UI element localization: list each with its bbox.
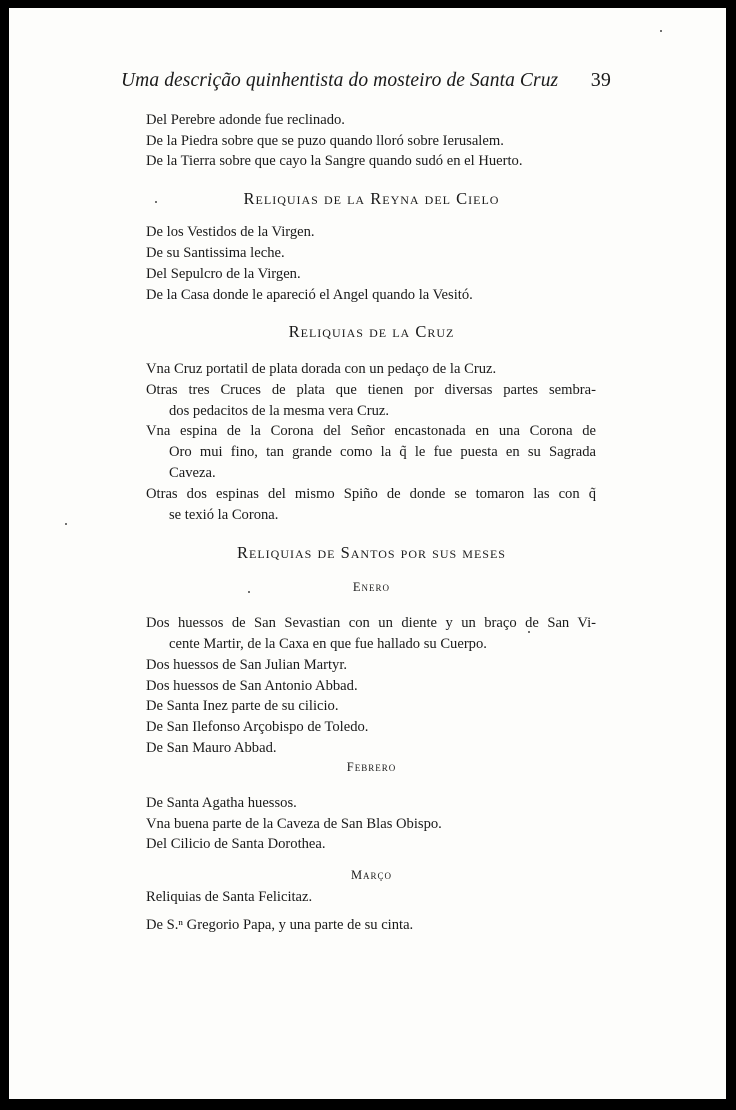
section-heading-cruz: Reliquias de la Cruz [288, 322, 455, 341]
section-heading-santos: Reliquias de Santos por sus meses [237, 543, 506, 562]
text-line: De S.ⁿ Gregorio Papa, y una parte de su cinta. [146, 917, 414, 933]
print-speck [660, 30, 662, 32]
text-line: Dos huessos de San Julian Martyr. [146, 657, 348, 673]
text-line: Otras tres Cruces de plata que tienen por diversas partes sembra- [146, 382, 596, 398]
text-line: De los Vestidos de la Virgen. [146, 224, 315, 240]
text-line: Vna Cruz portatil de plata dorada con un pedaço de la Cruz. [146, 361, 497, 377]
month-heading-febrero: Febrero [346, 760, 397, 774]
text-line: Vna buena parte de la Caveza de San Blas Obispo. [146, 816, 442, 832]
text-line: Vna espina de la Corona del Señor encastonada en una Corona de [146, 423, 596, 439]
text-line: Del Cilicio de Santa Dorothea. [146, 836, 326, 852]
print-speck [528, 631, 530, 633]
print-speck [155, 201, 157, 203]
text-line: De San Ilefonso Arçobispo de Toledo. [146, 719, 369, 735]
text-line: cente Martir, de la Caxa en que fue hallado su Cuerpo. [169, 636, 487, 652]
text-line: De la Piedra sobre que se puzo quando lloró sobre Ierusalem. [146, 133, 504, 149]
text-line: De Santa Inez parte de su cilicio. [146, 698, 339, 714]
running-header [121, 70, 611, 92]
print-speck [65, 523, 67, 525]
text-line: De la Casa donde le apareció el Angel quando la Vesitó. [146, 287, 473, 303]
text-line: Dos huessos de San Sevastian con un diente y un braço de San Vi- [146, 615, 596, 631]
document-page [9, 8, 726, 1099]
text-line: Dos huessos de San Antonio Abbad. [146, 678, 358, 694]
text-line: Caveza. [169, 465, 216, 481]
text-line: Del Sepulcro de la Virgen. [146, 266, 301, 282]
text-line: De San Mauro Abbad. [146, 740, 277, 756]
text-line: se texió la Corona. [169, 507, 279, 523]
header-title: Uma descrição quinhentista do mosteiro de Santa Cruz [121, 70, 559, 91]
text-line: De la Tierra sobre que cayo la Sangre quando sudó en el Huerto. [146, 153, 523, 169]
text-line: De su Santissima leche. [146, 245, 285, 261]
month-heading-marco: Março [350, 868, 393, 882]
text-line: Reliquias de Santa Felicitaz. [146, 889, 313, 905]
page-number: 39 [590, 69, 611, 91]
text-line: Otras dos espinas del mismo Spiño de donde se tomaron las con q̃ [146, 486, 596, 502]
print-speck [248, 591, 250, 593]
month-heading-enero: Enero [352, 580, 391, 594]
text-line: Del Perebre adonde fue reclinado. [146, 112, 345, 128]
text-line: De Santa Agatha huessos. [146, 795, 297, 811]
text-line: dos pedacitos de la mesma vera Cruz. [169, 403, 390, 419]
text-line: Oro mui fino, tan grande como la q̃ le fue puesta en su Sagrada [169, 444, 596, 460]
section-heading-reyna: Reliquias de la Reyna del Cielo [243, 189, 500, 208]
